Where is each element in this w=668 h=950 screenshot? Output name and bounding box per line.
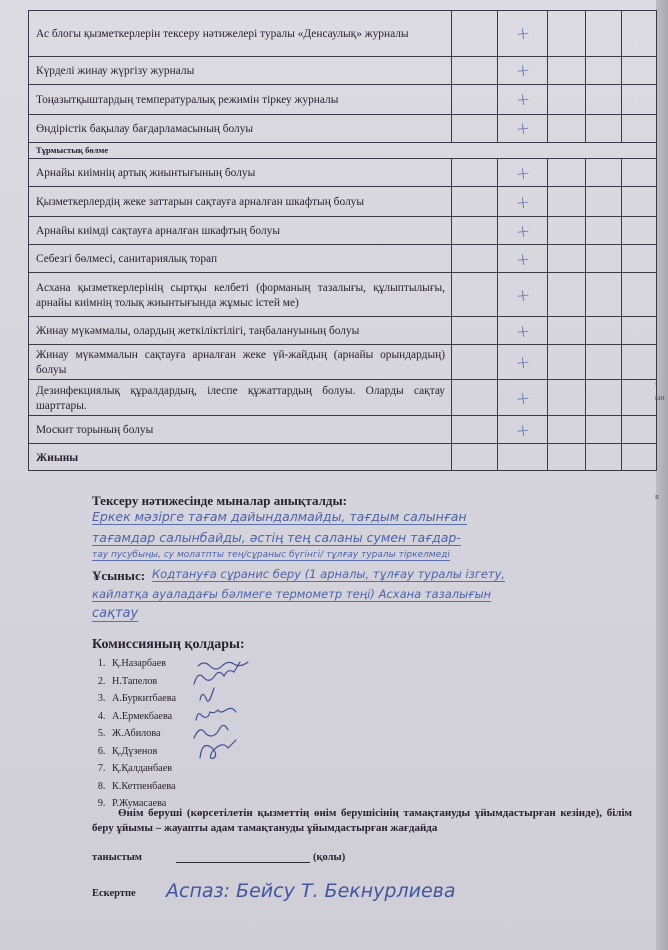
plus-mark-icon: +	[514, 191, 532, 214]
checklist-item-text: Ас блогы қызметкерлерін тексеру нәтижелері туралы «Денсаулық» журналы	[29, 11, 452, 57]
empty-cell	[586, 317, 622, 345]
plus-mark-icon: +	[514, 419, 532, 442]
checklist-mark-cell	[498, 11, 548, 57]
commission-member: 6. Қ.Дүзенов	[108, 743, 176, 761]
plus-mark-icon: +	[514, 320, 532, 343]
empty-cell	[586, 159, 622, 187]
empty-cell	[548, 85, 586, 115]
empty-cell	[452, 187, 498, 217]
findings-handwritten-line: тағамдар салынбайды, әстің тең саланы сумен тағдар-	[92, 530, 461, 545]
checklist-row	[29, 317, 657, 345]
empty-cell	[622, 317, 657, 345]
section-row	[29, 143, 657, 159]
checklist-row	[29, 187, 657, 217]
checklist-item-text: Себезгі бөлмесі, санитариялық торап	[29, 245, 452, 273]
empty-cell	[452, 273, 498, 317]
inspection-checklist-table	[28, 10, 657, 471]
empty-cell	[586, 444, 622, 471]
commission-member: 8. К.Кетпенбаева	[108, 778, 176, 796]
checklist-row	[29, 57, 657, 85]
empty-cell	[586, 416, 622, 444]
empty-cell	[548, 217, 586, 245]
empty-cell	[548, 187, 586, 217]
empty-cell	[548, 444, 586, 471]
checklist-row	[29, 416, 657, 444]
plus-mark-icon: +	[514, 60, 532, 83]
section-heading: Тұрмыстық бөлме	[29, 143, 657, 159]
empty-cell	[548, 345, 586, 380]
plus-mark-icon: +	[514, 89, 532, 112]
acquainted-label: таныстым	[92, 852, 142, 863]
producer-text	[92, 806, 632, 836]
empty-cell	[586, 187, 622, 217]
empty-cell	[452, 416, 498, 444]
empty-cell	[622, 416, 657, 444]
empty-cell	[622, 187, 657, 217]
empty-cell	[548, 416, 586, 444]
plus-mark-icon: +	[514, 23, 532, 46]
checklist-item-text: Қызметкерлердің жеке заттарын сақтауға арналған шкафтың болуы	[29, 187, 452, 217]
empty-cell	[548, 273, 586, 317]
plus-mark-icon: +	[514, 248, 532, 271]
note-label: Ескертпе	[92, 888, 136, 899]
findings-label: Тексеру нәтижесінде мыналар анықталды:	[92, 493, 347, 508]
checklist-item-text: Күрделі жинау жүргізу журналы	[29, 57, 452, 85]
empty-cell	[622, 11, 657, 57]
checklist-row	[29, 159, 657, 187]
commission-member: 7. Қ.Қалданбаев	[108, 760, 176, 778]
cut-off-text-fragment: ын	[655, 393, 665, 402]
checklist-item-text: Асхана қызметкерлерінің сыртқы келбеті (форманың тазалығы, құлыптылығы, арнайы киімнің толық жиынтығында жұмыс істей ме)	[29, 273, 452, 317]
empty-cell	[586, 273, 622, 317]
empty-cell	[586, 85, 622, 115]
empty-cell	[548, 57, 586, 85]
empty-cell	[452, 159, 498, 187]
checklist-row	[29, 11, 657, 57]
recommendation-handwritten-line: сақтау	[92, 606, 139, 621]
empty-cell	[622, 85, 657, 115]
empty-cell	[452, 115, 498, 143]
checklist-mark-cell	[498, 416, 548, 444]
commission-member: 2. Н.Тапелов	[108, 673, 176, 691]
signature-line	[176, 862, 310, 863]
commission-member: 9. Р.Жумасаева	[108, 795, 176, 813]
empty-cell	[452, 380, 498, 416]
checklist-item-text: Арнайы киімді сақтауға арналған шкафтың болуы	[29, 217, 452, 245]
empty-cell	[452, 444, 498, 471]
recommendation-handwritten-line: кайлатқа ауаладағы бәлмеге термометр теңі) Асхана тазалығын	[92, 587, 492, 601]
empty-cell	[586, 115, 622, 143]
empty-cell	[452, 217, 498, 245]
checklist-mark-cell	[498, 317, 548, 345]
plus-mark-icon: +	[514, 118, 532, 141]
empty-cell	[586, 217, 622, 245]
checklist-mark-cell	[498, 57, 548, 85]
empty-cell	[452, 57, 498, 85]
findings-handwritten-line: тау пусубыңы, су молатпты тең/сұраныс бүгінгі/ тұлғау туралы тіркелмеді	[92, 550, 450, 560]
empty-cell	[586, 11, 622, 57]
empty-cell	[548, 380, 586, 416]
empty-cell	[548, 159, 586, 187]
commission-member: 5. Ж.Абилова	[108, 725, 176, 743]
empty-cell	[548, 11, 586, 57]
checklist-item-text: Арнайы киімнің артық жиынтығының болуы	[29, 159, 452, 187]
empty-cell	[622, 380, 657, 416]
findings-handwritten-line: Еркек мәзірге тағам дайындалмайды, тағдым салынған	[92, 509, 467, 524]
checklist-mark-cell	[498, 380, 548, 416]
checklist-item-text: Тоңазытқыштардың температуралық режимін тіркеу журналы	[29, 85, 452, 115]
checklist-item-text: Өндірістік бақылау бағдарламасының болуы	[29, 115, 452, 143]
empty-cell	[586, 57, 622, 85]
empty-cell	[452, 345, 498, 380]
commission-signatures-label: Комиссияның қолдары:	[92, 637, 245, 652]
checklist-mark-cell	[498, 217, 548, 245]
checklist-row	[29, 217, 657, 245]
empty-cell	[586, 345, 622, 380]
checklist-mark-cell	[498, 345, 548, 380]
empty-cell	[622, 345, 657, 380]
empty-cell	[622, 217, 657, 245]
checklist-item-text: Жинау мүкәммалын сақтауға арналған жеке үй-жайдың (арнайы орындардың) болуы	[29, 345, 452, 380]
recommendation-handwritten-line: Кодтануға сұранис беру (1 арналы, тұлғау туралы ізгету,	[152, 567, 506, 581]
page-edge-shadow	[656, 0, 668, 950]
recommendation-label: Ұсыныс:	[92, 568, 146, 583]
empty-cell	[452, 85, 498, 115]
plus-mark-icon: +	[514, 352, 532, 374]
empty-cell	[586, 245, 622, 273]
checklist-row	[29, 115, 657, 143]
empty-cell	[622, 159, 657, 187]
checklist-mark-cell	[498, 245, 548, 273]
commission-member: 3. А.Буркитбаева	[108, 690, 176, 708]
plus-mark-icon: +	[514, 220, 532, 243]
empty-cell	[622, 57, 657, 85]
checklist-mark-cell	[498, 444, 548, 471]
checklist-mark-cell	[498, 187, 548, 217]
commission-member: 1. Қ.Назарбаев	[108, 655, 176, 673]
empty-cell	[452, 317, 498, 345]
checklist-row	[29, 345, 657, 380]
cut-off-text-fragment: я	[655, 492, 659, 501]
commission-member: 4. А.Ермекбаева	[108, 708, 176, 726]
total-row	[29, 444, 657, 471]
checklist-mark-cell	[498, 85, 548, 115]
empty-cell	[622, 245, 657, 273]
checklist-row	[29, 273, 657, 317]
checklist-item-text: Жинау мүкәммалы, олардың жеткіліктілігі, таңбалануының болуы	[29, 317, 452, 345]
checklist-item-text: Дезинфекциялық құралдардың, ілеспе құжаттардың болуы. Оларды сақтау шарттары.	[29, 380, 452, 416]
signature-caption: (қолы)	[313, 852, 346, 863]
empty-cell	[548, 245, 586, 273]
checklist-item-text: Москит торының болуы	[29, 416, 452, 444]
cut-off-text-fragment: ,	[655, 377, 657, 386]
commission-member-list	[92, 655, 176, 813]
checklist-mark-cell	[498, 273, 548, 317]
empty-cell	[452, 245, 498, 273]
empty-cell	[622, 115, 657, 143]
commission-signatures-scribble	[190, 658, 270, 768]
total-label: Жиыны	[29, 444, 452, 471]
plus-mark-icon: +	[514, 387, 532, 410]
empty-cell	[548, 115, 586, 143]
empty-cell	[586, 380, 622, 416]
empty-cell	[452, 11, 498, 57]
checklist-row	[29, 380, 657, 416]
empty-cell	[548, 317, 586, 345]
checklist-row	[29, 85, 657, 115]
checklist-mark-cell	[498, 159, 548, 187]
plus-mark-icon: +	[514, 284, 532, 307]
note-handwritten-signatures: Аспаз: Бейсу Т. Бекнурлиева	[166, 880, 456, 902]
checklist-mark-cell	[498, 115, 548, 143]
checklist-row	[29, 245, 657, 273]
producer-paragraph: Өнім беруші (көрсетілетін қызметтің өнім берушісінің тамақтануды ұйымдастырған кезінде), білім беру ұйымы – жауапты адам тамақтануды ұйымдастырған жағдайда	[92, 807, 632, 834]
plus-mark-icon: +	[514, 162, 532, 185]
empty-cell	[622, 444, 657, 471]
empty-cell	[622, 273, 657, 317]
